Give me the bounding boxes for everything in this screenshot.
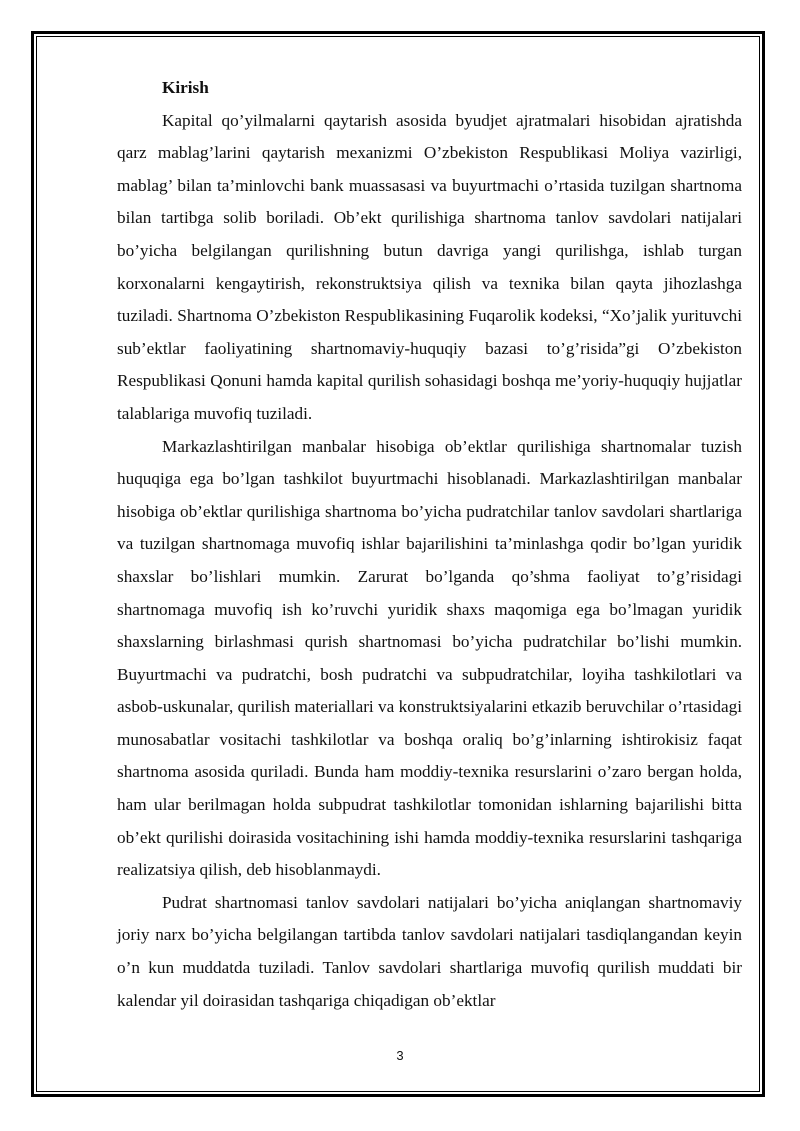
paragraph-2: Markazlashtirilgan manbalar hisobiga ob’ektlar qurilishiga shartnomalar tuzish huquqiga ega bo’lgan tashkilot buyurtmachi hisoblanadi. Markazlashtirilgan manbalar hisobiga ob’ektlar qurilishiga shartnoma bo’yicha pudratchilar tanlov savdolari shartlariga va tuzilgan shartnomaga muvofiq ishlar bajarilishini ta’minlashga qodir bo’lgan yuridik shaxslar bo’lishlari mumkin. Zarurat bo’lganda qo’shma faoliyat to’g’risidagi shartnomaga muvofiq ish ko’ruvchi yuridik shaxs maqomiga ega bo’lmagan yuridik shaxslarning birlashmasi qurish shartnomasi bo’yicha pudratchilar bo’lishi mumkin. Buyurtmachi va pudratchi, bosh pudratchi va subpudratchilar, loyiha tashkilotlari va asbob-uskunalar, qurilish materiallari va konstruktsiyalarini etkazib beruvchilar o’rtasidagi munosabatlar vositachi tashkilotlar va boshqa oraliq bo’g’inlarning ishtirokisiz faqat shartnoma asosida quriladi. Bunda ham moddiy-texnika resurslarini o’zaro bergan holda, ham ular berilmagan holda subpudrat tashkilotlar tomonidan ishlarning bajarilishi bitta ob’ekt qurilishi doirasida vositachining ishi hamda moddiy-texnika resurslarini tashqariga realizatsiya qilish, deb hisoblanmaydi. [117, 436, 742, 880]
section-heading: Kirish [162, 78, 209, 97]
paragraph-1: Kapital qo’yilmalarni qaytarish asosida byudjet ajratmalari hisobidan ajratishda qarz mablag’larini qaytarish mexanizmi O’zbekiston Respublikasi Moliya vazirligi, mablag’ bilan ta’minlovchi bank muassasasi va buyurtmachi o’rtasida tuzilgan shartnoma bilan tartibga solib boriladi. Ob’ekt qurilishiga shartnoma tanlov savdolari natijalari bo’yicha belgilangan qurilishning butun davriga yangi qurilishga, ishlab turgan korxonalarni kengaytirish, rekonstruktsiya qilish va texnika bilan qayta jihozlashga tuziladi. Shartnoma O’zbekiston Respublikasining Fuqarolik kodeksi, “Xo’jalik yurituvchi sub’ektlar faoliyatining shartnomaviy-huquqiy bazasi to’g’risida”gi O’zbekiston Respublikasi Qonuni hamda kapital qurilish sohasidagi boshqa me’yoriy-huquqiy hujjatlar talablariga muvofiq tuziladi. [117, 110, 742, 423]
document-body [117, 72, 742, 1017]
paragraph-3: Pudrat shartnomasi tanlov savdolari natijalari bo’yicha aniqlangan shartnomaviy joriy narx bo’yicha belgilangan tartibda tanlov savdolari natijalari tasdiqlangandan keyin o’n kun muddatda tuziladi. Tanlov savdolari shartlariga muvofiq qurilish muddati bir kalendar yil doirasidan tashqariga chiqadigan ob’ektlar [117, 892, 742, 1010]
page-number: 3 [396, 1048, 404, 1063]
